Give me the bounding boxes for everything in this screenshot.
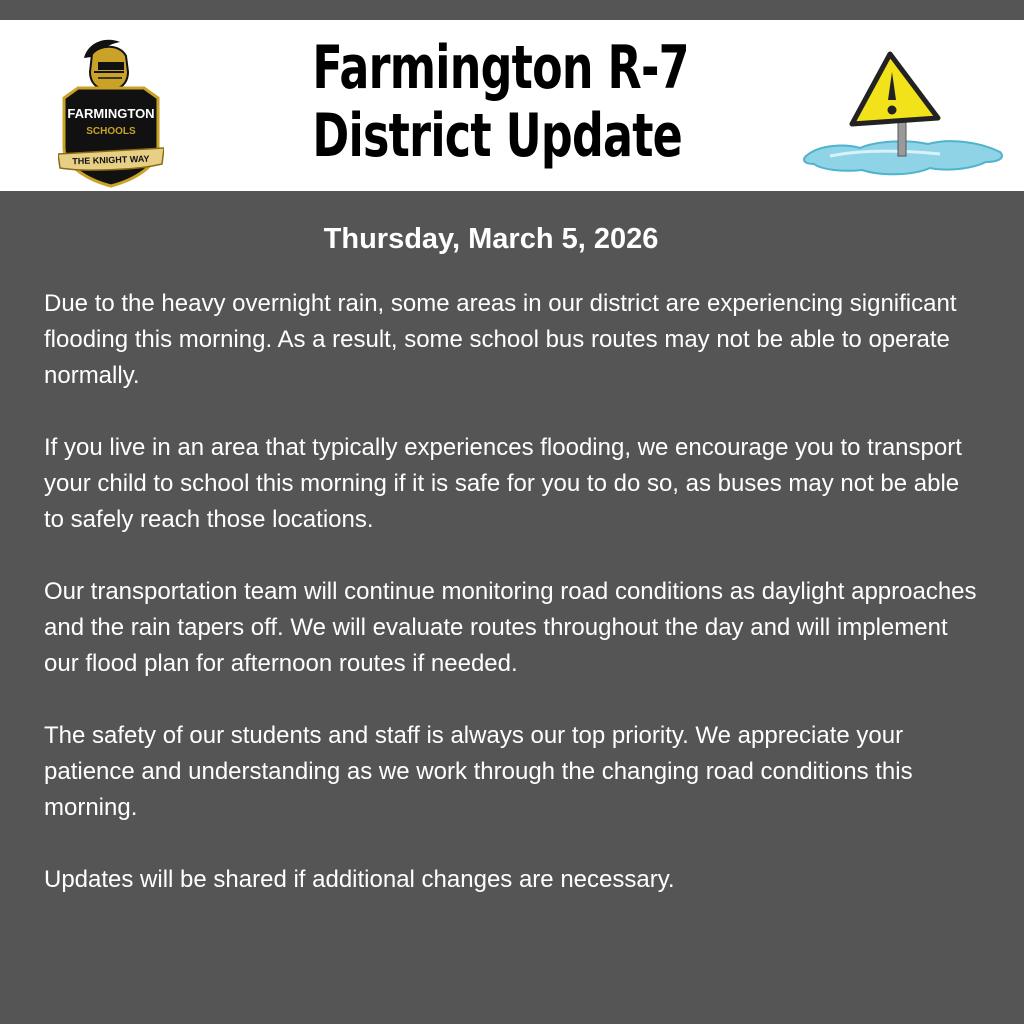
announcement-body	[44, 286, 984, 934]
title-line-1: Farmington R-7	[312, 33, 689, 103]
logo-line2: SCHOOLS	[86, 126, 136, 137]
paragraph-safety: The safety of our students and staff is always our top priority. We appreciate your patience and understanding as we work through the changing road conditions this morning.	[44, 722, 913, 821]
header-banner	[0, 20, 1024, 191]
logo-banner-text: THE KNIGHT WAY	[72, 153, 150, 167]
knight-helmet-shield-logo	[58, 36, 164, 190]
paragraph-updates: Updates will be shared if additional changes are necessary.	[44, 866, 675, 893]
paragraph-monitoring: Our transportation team will continue monitoring road conditions as daylight approaches and the rain tapers off. We will evaluate routes throughout the day and will implement our flood plan for afternoon routes if needed.	[44, 578, 977, 677]
flood-warning-sign-icon	[800, 48, 1006, 180]
page-title	[312, 33, 689, 171]
logo-line1: FARMINGTON	[67, 106, 155, 121]
paragraph-transport: If you live in an area that typically experiences flooding, we encourage you to transport your child to school this morning if it is safe for you to do so, as buses may not be able to safely reach those locations.	[44, 434, 962, 533]
update-date: Thursday, March 5, 2026	[323, 223, 659, 255]
title-line-2: District Update	[312, 101, 683, 171]
paragraph-flooding: Due to the heavy overnight rain, some areas in our district are experiencing significant flooding this morning. As a result, some school bus routes may not be able to operate normally.	[44, 290, 957, 389]
